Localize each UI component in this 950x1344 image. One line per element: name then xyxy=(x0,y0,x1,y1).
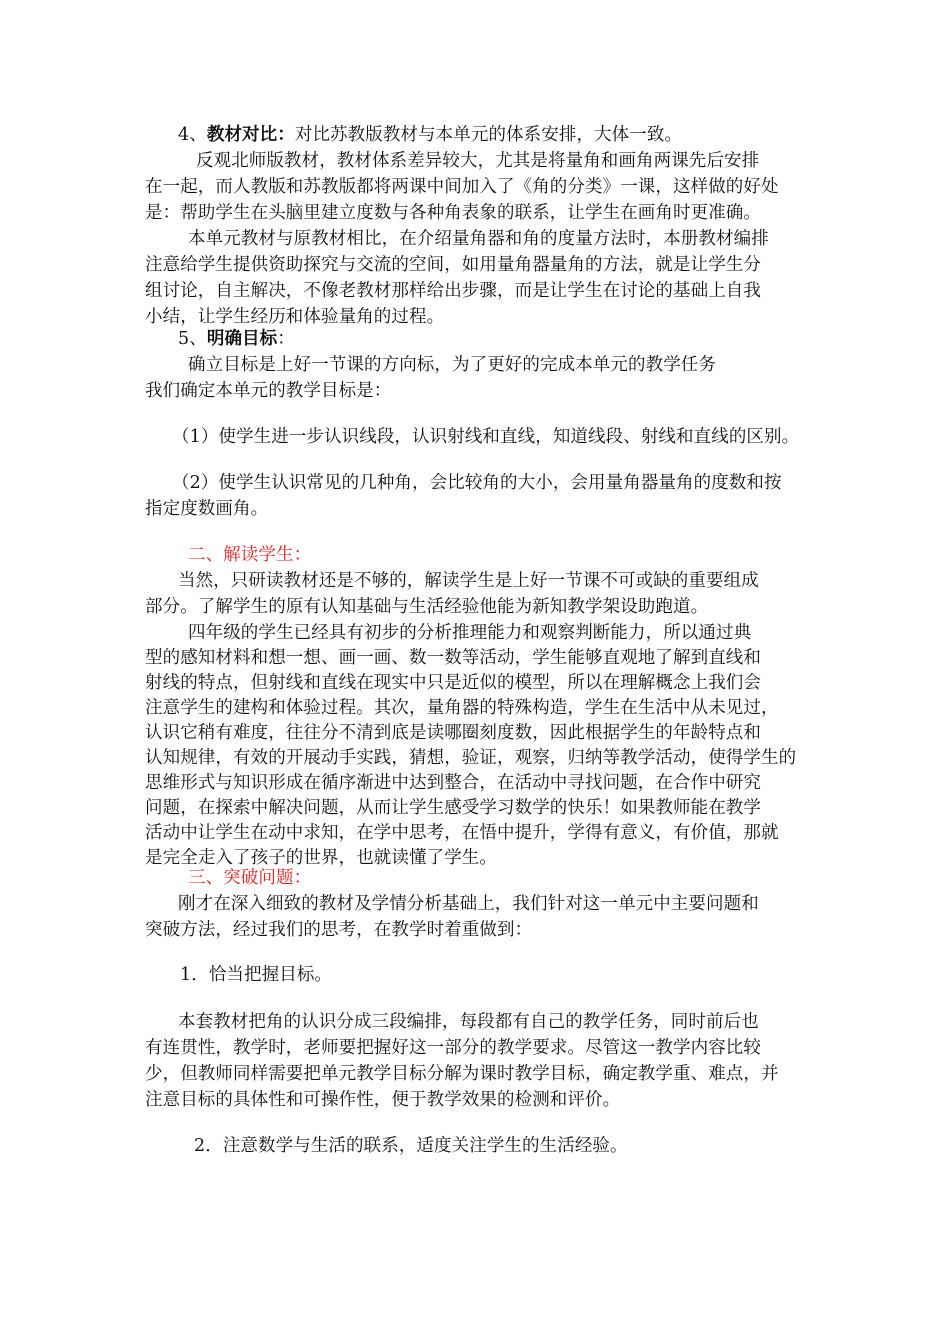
paragraph-line: 问题，在探索中解决问题，从而让学生感受学习数学的快乐！如果教师能在教学 xyxy=(145,798,761,818)
paragraph-line: 认识它稍有难度，往往分不清到底是读哪圈刻度数，因此根据学生的年龄特点和 xyxy=(145,723,761,743)
list-item: 2．注意数学与生活的联系，适度关注学生的生活经验。 xyxy=(194,1136,628,1156)
paragraph-line: 当然，只研读教材还是不够的，解读学生是上好一节课不可或缺的重要组成 xyxy=(178,571,759,591)
paragraph-line: 思维形式与知识形成在循序渐进中达到整合，在活动中寻找问题，在合作中研究 xyxy=(145,773,761,793)
paragraph-line: 射线的特点，但射线和直线在现实中只是近似的模型，所以在理解概念上我们会 xyxy=(145,673,761,693)
paragraph-line: 本套教材把角的认识分成三段编排，每段都有自己的教学任务，同时前后也 xyxy=(178,1012,759,1032)
section-heading: 三、突破问题： xyxy=(188,868,312,888)
section-heading: 二、解读学生： xyxy=(188,545,312,565)
paragraph-line: 注意学生的建构和体验过程。其次，量角器的特殊构造，学生在生活中从未见过， xyxy=(145,698,779,718)
list-item: 1．恰当把握目标。 xyxy=(180,965,333,985)
paragraph-line: 注意给学生提供资助探究与交流的空间，如用量角器量角的方法，就是让学生分 xyxy=(145,255,761,275)
paragraph-line: 突破方法，经过我们的思考，在教学时着重做到： xyxy=(145,920,533,940)
paragraph-line: 确立目标是上好一节课的方向标，为了更好的完成本单元的教学任务 xyxy=(188,355,716,375)
paragraph-line: 少，但教师同样需要把单元教学目标分解为课时教学目标，确定教学重、难点，并 xyxy=(145,1064,779,1084)
paragraph-line: 是：帮助学生在头脑里建立度数与各种角表象的联系，让学生在画角时更准确。 xyxy=(145,203,761,223)
paragraph-line: 反观北师版教材，教材体系差异较大，尤其是将量角和画角两课先后安排 xyxy=(196,151,760,171)
paragraph-line: 在一起，而人教版和苏教版都将两课中间加入了《角的分类》一课，这样做的好处 xyxy=(145,177,779,197)
paragraph-line: 活动中让学生在动中求知，在学中思考，在悟中提升，学得有意义，有价值，那就 xyxy=(145,823,779,843)
goal-item-continued: 指定度数画角。 xyxy=(145,499,269,519)
paragraph-line: 部分。了解学生的原有认知基础与生活经验他能为新知教学架设助跑道。 xyxy=(145,597,709,617)
section-5-heading xyxy=(178,326,295,352)
goal-item: （2）使学生认识常见的几种角，会比较角的大小，会用量角器量角的度数和按 xyxy=(172,473,782,493)
paragraph-line: 本单元教材与原教材相比，在介绍量角器和角的度量方法时，本册教材编排 xyxy=(188,229,769,249)
goal-item: （1）使学生进一步认识线段，认识射线和直线，知道线段、射线和直线的区别。 xyxy=(172,427,800,447)
section-title: 明确目标 xyxy=(206,329,278,349)
section-number: 4、 xyxy=(178,125,207,145)
paragraph-line: 有连贯性，教学时，老师要把握好这一部分的教学要求。尽管这一教学内容比较 xyxy=(145,1038,761,1058)
paragraph-line: 刚才在深入细致的教材及学情分析基础上，我们针对这一单元中主要问题和 xyxy=(178,894,759,914)
paragraph-line: 组讨论，自主解决，不像老教材那样给出步骤，而是让学生在讨论的基础上自我 xyxy=(145,281,761,301)
paragraph-line: 认知规律，有效的开展动手实践，猜想，验证，观察，归纳等教学活动，使得学生的 xyxy=(145,748,797,768)
section-4-heading xyxy=(178,122,682,148)
paragraph-line: 我们确定本单元的教学目标是： xyxy=(145,381,392,401)
section-number: 5、 xyxy=(178,329,207,349)
section-lead: 对比苏教版教材与本单元的体系安排，大体一致。 xyxy=(294,125,683,145)
paragraph-line: 型的感知材料和想一想、画一画、数一数等活动，学生能够直观地了解到直线和 xyxy=(145,648,761,668)
section-colon: ： xyxy=(277,329,295,349)
paragraph-line: 小结，让学生经历和体验量角的过程。 xyxy=(145,307,445,327)
paragraph-line: 四年级的学生已经具有初步的分析推理能力和观察判断能力，所以通过典 xyxy=(188,623,752,643)
paragraph-line: 是完全走入了孩子的世界，也就读懂了学生。 xyxy=(145,848,497,868)
section-title: 教材对比： xyxy=(206,125,295,145)
paragraph-line: 注意目标的具体性和可操作性，便于教学效果的检测和评价。 xyxy=(145,1090,621,1110)
